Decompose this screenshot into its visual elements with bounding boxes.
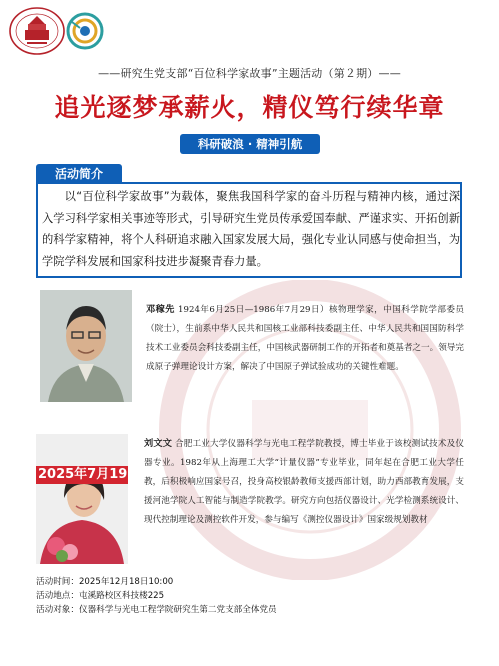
professor-name: 刘文文 bbox=[144, 438, 173, 449]
department-logo bbox=[66, 12, 104, 50]
slogan-badge: 科研破浪 · 精神引航 bbox=[180, 134, 320, 154]
event-place: 活动地点：屯溪路校区科技楼225 bbox=[36, 591, 165, 601]
event-time: 活动时间：2025年12月18日10:00 bbox=[36, 577, 174, 587]
page-title: 追光逐梦承薪火，精仪笃行续华章 bbox=[54, 93, 445, 122]
event-audience: 活动对象：仪器科学与光电工程学院研究生第二党支部全体党员 bbox=[36, 605, 277, 615]
photo-banner bbox=[36, 466, 128, 484]
photo-banner-text: 2025年7月19 bbox=[38, 467, 128, 482]
scientist-bio bbox=[146, 300, 464, 377]
scientist-photo bbox=[40, 290, 132, 402]
intro-text: 以“百位科学家故事”为载体，聚焦我国科学家的奋斗历程与精神内核，通过深入学习科学家相关事迹等形式，引导研究生党员传承爱国奉献、严谨求实、开拓创新的科学家精神，将个人科研追求融入国家发展大局，强化专业认同感与使命担当，为学院学科发展和国家科技进步凝聚青春力量。 bbox=[42, 190, 460, 268]
university-logo bbox=[8, 6, 66, 56]
professor-photo bbox=[36, 434, 128, 564]
professor-bio-text: 合肥工业大学仪器科学与光电工程学院教授，博士毕业于该校测试技术及仪器专业。1982年从上海理工大学“计量仪器”专业毕业，同年起在合肥工业大学任教，后积极响应国家号召，投身高校银龄教师支援西部计划，助力西部教育发展，支援河池学院人工智能与制造学院教学。研究方向包括仪器设计、光学检测系统设计、现代控制理论及测控软件开发，参与编写《测控仪器设计》国家级规划教材 bbox=[144, 439, 465, 525]
event-subtitle: ——研究生党支部“百位科学家故事”主题活动（第２期）—— bbox=[98, 67, 401, 80]
intro-tab-label: 活动简介 bbox=[36, 164, 122, 184]
professor-bio bbox=[144, 434, 464, 530]
scientist-name: 邓稼先 bbox=[146, 304, 175, 315]
scientist-bio-text: 1924年6月25日—1986年7月29日）核物理学家，中国科学院学部委员（院士），生前系中华人民共和国核工业部科技委副主任、中华人民共和国国防科学技术工业委员会科技委副主任，中国核武器研制工作的开拓者和奠基者之一。领导完成原子弹理论设计方案，解决了中国原子弹试验成功的关键性难题。 bbox=[146, 305, 465, 372]
